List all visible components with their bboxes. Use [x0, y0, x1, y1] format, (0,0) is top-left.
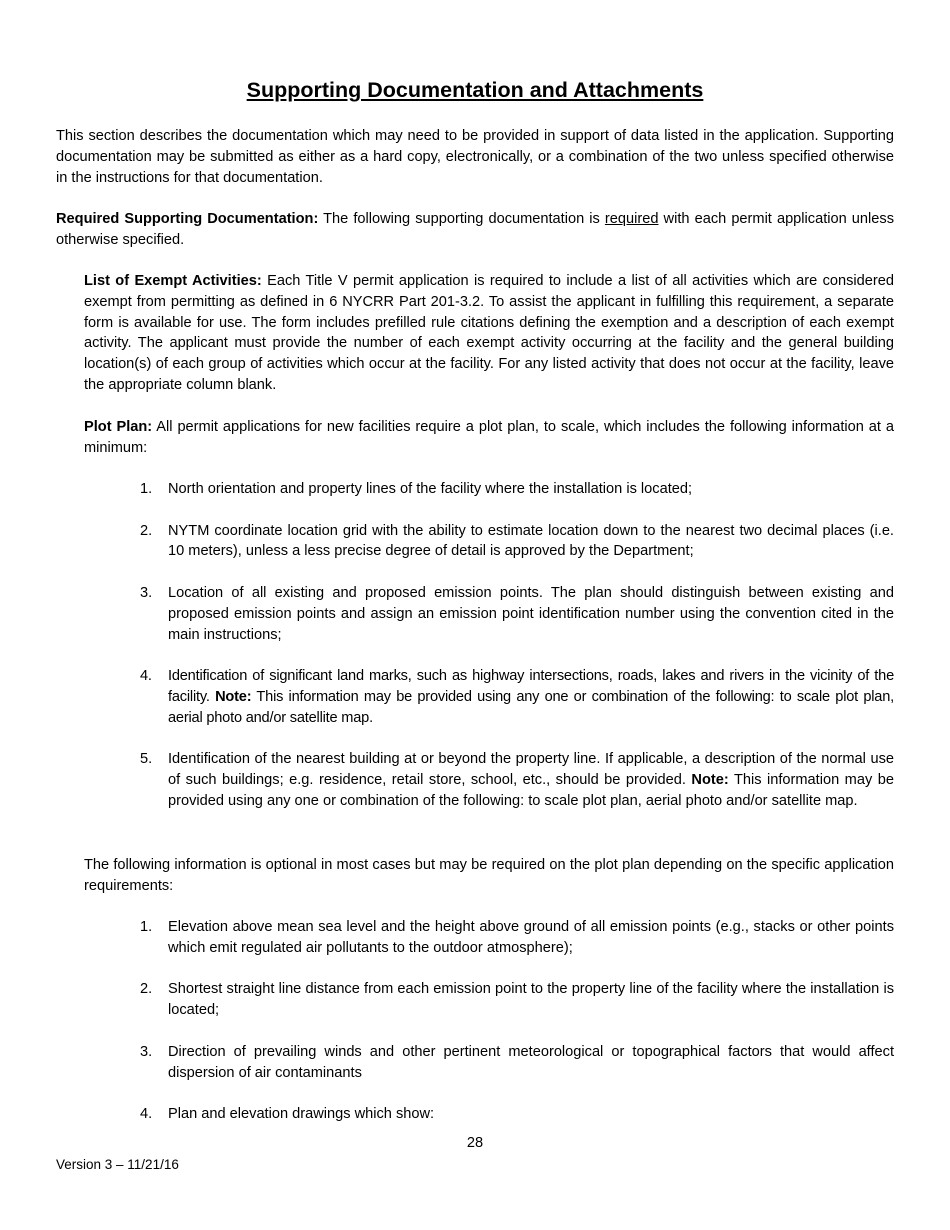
list-item-text: Elevation above mean sea level and the height above ground of all emission points (e.g., stacks or other points which emit regulated air pollutants to the outdoor atmosphere);: [168, 919, 894, 956]
list-item: [140, 479, 894, 500]
optional-intro-paragraph: The following information is optional in most cases but may be required on the plot plan depending on the specific application requirements:: [84, 857, 894, 894]
list-item-text: Shortest straight line distance from each emission point to the property line of the facility where the installation is located;: [168, 981, 894, 1019]
version-label: Version 3 – 11/21/16: [56, 1157, 179, 1172]
required-docs-text-before: The following supporting documentation is: [318, 211, 605, 227]
list-item-number: 1.: [140, 481, 153, 497]
list-item-number: 4.: [140, 1106, 153, 1123]
list-item: [140, 666, 894, 728]
list-item-number: 5.: [140, 751, 153, 768]
list-item: [140, 583, 894, 645]
note-text: This information may be provided using any one or combination of the following: to scale plot plan, aerial photo and/or satellite map.: [168, 688, 894, 726]
page-title: Supporting Documentation and Attachments: [246, 78, 704, 102]
optional-items-list: [140, 917, 894, 1146]
list-item-text: Location of all existing and proposed emission points. The plan should distinguish between existing and proposed emission points and assign an emission point identification number using the convention cited in the main instructions;: [168, 584, 894, 643]
list-item-text: Direction of prevailing winds and other pertinent meteorological or topographical factors that would affect dispersion of air contaminants: [168, 1043, 894, 1081]
list-item-text: Plan and elevation drawings which show:: [168, 1106, 435, 1123]
list-item-text: Identification of significant land marks, such as highway intersections, roads, lakes and rivers in the vicinity of the facility.: [168, 668, 894, 705]
list-item: [140, 1042, 894, 1084]
list-item-number: 2.: [140, 522, 153, 539]
note-label: Note:: [691, 772, 729, 789]
plot-plan-text: All permit applications for new facilities require a plot plan, to scale, which includes the following information at a minimum:: [84, 419, 894, 456]
list-item-number: 1.: [140, 919, 153, 935]
intro-paragraph: This section describes the documentation which may need to be provided in support of data listed in the application. Supporting documentation may be submitted as either as a hard copy, electronically, or a combination of the two unless specified otherwise in the instructions for that documentation.: [56, 128, 894, 186]
list-item: [140, 749, 894, 811]
list-item-text: North orientation and property lines of the facility where the installation is located;: [168, 481, 693, 497]
required-items-list: [140, 479, 894, 833]
list-item: [140, 917, 894, 959]
list-item-number: 2.: [140, 981, 153, 998]
list-item: [140, 521, 894, 563]
required-docs-text-after: with each permit application unless otherwise specified.: [56, 211, 894, 248]
note-label: Note:: [215, 688, 252, 705]
page-number: 28: [466, 1135, 484, 1151]
list-item-text: Identification of the nearest building at or beyond the property line. If applicable, a description of the normal use of such buildings; e.g. residence, retail store, school, etc., should be provided.: [168, 751, 894, 789]
note-text: This information may be provided using any one or combination of the following: to scale plot plan, aerial photo and/or satellite map.: [168, 772, 894, 809]
list-item-text: NYTM coordinate location grid with the ability to estimate location down to the nearest two decimal places (i.e. 10 meters), unless a less precise degree of detail is approved by the Department;: [168, 522, 894, 560]
required-docs-label: Required Supporting Documentation:: [56, 211, 319, 227]
list-item-number: 3.: [140, 1043, 153, 1060]
list-item: [140, 1104, 894, 1125]
required-docs-paragraph: [56, 209, 894, 251]
plot-plan-paragraph: [84, 417, 894, 459]
exempt-activities-label: List of Exempt Activities:: [84, 273, 262, 289]
list-item: [140, 979, 894, 1021]
list-item-number: 4.: [140, 668, 152, 685]
plot-plan-label: Plot Plan:: [84, 419, 153, 435]
exempt-activities-paragraph: [84, 271, 894, 396]
required-emphasis: required: [604, 211, 659, 227]
exempt-activities-text: Each Title V permit application is required to include a list of all activities which are considered exempt from permitting as defined in 6 NYCRR Part 201-3.2. To assist the applicant in fulfilling this requirement, a separate form is available for use. The form includes prefilled rule citations defining the exemption and a description of each exempt activity. The applicant must provide the number of each exempt activity occurring at the facility and the general building location(s) of each group of activities which occur at the facility. For any listed activity that does not occur at the facility, leave the appropriate column blank.: [84, 273, 895, 393]
list-item-number: 3.: [140, 584, 153, 601]
